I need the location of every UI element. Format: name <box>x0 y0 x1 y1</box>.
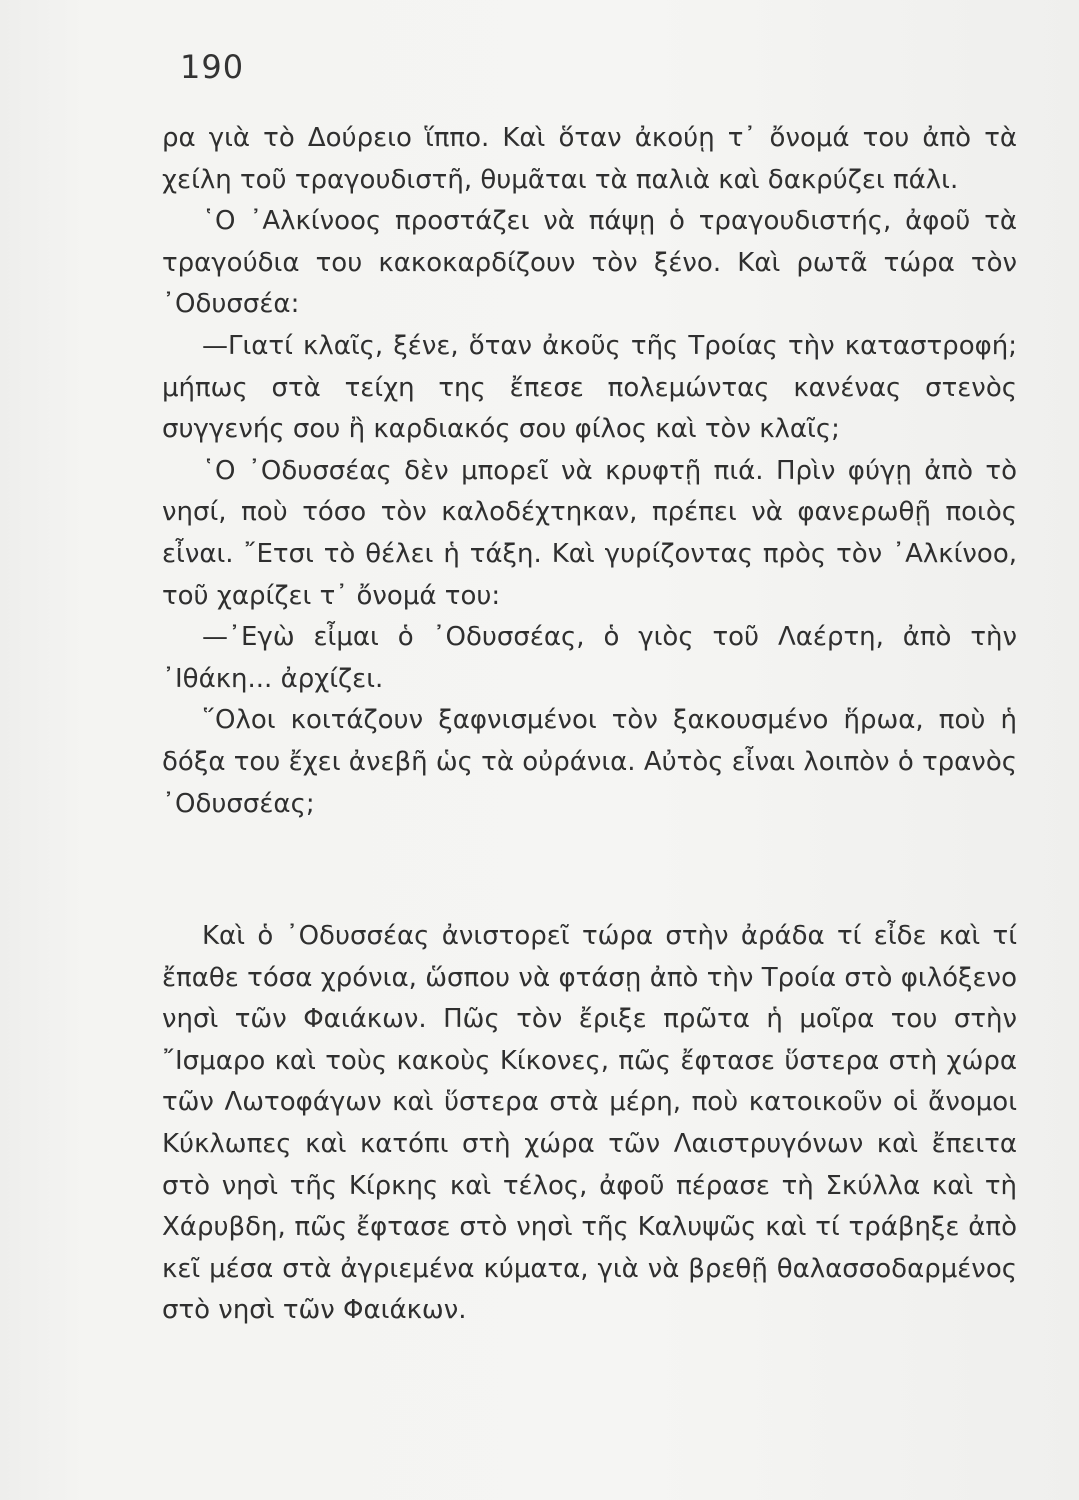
paragraph: —᾽Εγὼ εἶμαι ὁ ᾽Οδυσσέας, ὁ γιὸς τοῦ Λαέρτη, ἀπὸ τὴν ᾽Ιθάκη... ἀρχίζει. <box>162 622 1017 694</box>
paragraph: ῾Ο ᾽Οδυσσέας δὲν μπορεῖ νὰ κρυφτῇ πιά. Πρὶν φύγῃ ἀπὸ τὸ νησί, ποὺ τόσο τὸν καλοδέχτηκαν, πρέπει νὰ φανερωθῇ ποιὸς εἶναι. ῎Ετσι τὸ θέλει ἡ τάξη. Καὶ γυρίζοντας πρὸς τὸν ᾽Αλκίνοο, τοῦ χαρίζει τ᾽ ὄνομά του: <box>162 455 1017 611</box>
paragraph: ρα γιὰ τὸ Δούρειο ἵππο. Καὶ ὅταν ἀκούῃ τ᾽ ὄνομά του ἀπὸ τὰ χείλη τοῦ τραγουδιστῆ, θυμᾶται τὰ παλιὰ καὶ δακρύζει πάλι. <box>162 123 1017 195</box>
text-section-one <box>162 118 1017 825</box>
page-number: 190 <box>180 48 245 86</box>
paragraph: ῞Ολοι κοιτάζουν ξαφνισμένοι τὸν ξακουσμένο ἥρωα, ποὺ ἡ δόξα του ἔχει ἀνεβῆ ὡς τὰ οὐράνια. Αὐτὸς εἶναι λοιπὸν ὁ τρανὸς ᾽Οδυσσέας; <box>162 705 1017 819</box>
text-section-two <box>162 916 1017 1332</box>
paragraph: Καὶ ὁ ᾽Οδυσσέας ἀνιστορεῖ τώρα στὴν ἀράδα τί εἶδε καὶ τί ἔπαθε τόσα χρόνια, ὥσπου νὰ φτάσῃ ἀπὸ τὴν Τροία στὸ φιλόξενο νησὶ τῶν Φαιάκων. Πῶς τὸν ἔριξε πρῶτα ἡ μοῖρα του στὴν ῎Ισμαρο καὶ τοὺς κακοὺς Κίκονες, πῶς ἔφτασε ὕστερα στὴ χώρα τῶν Λωτοφάγων καὶ ὕστερα στὰ μέρη, ποὺ κατοικοῦν οἱ ἄνομοι Κύκλωπες καὶ κατόπι στὴ χώρα τῶν Λαιστρυγόνων καὶ ἔπειτα στὸ νησὶ τῆς Κίρκης καὶ τέλος, ἀφοῦ πέρασε τὴ Σκύλλα καὶ τὴ Χάρυβδη, πῶς ἔφτασε στὸ νησὶ τῆς Καλυψῶς καὶ τί τράβηξε ἀπὸ κεῖ μέσα στὰ ἀγριεμένα κύματα, γιὰ νὰ βρεθῇ θαλασσοδαρμένος στὸ νησὶ τῶν Φαιάκων. <box>162 921 1017 1326</box>
paragraph: —Γιατί κλαῖς, ξένε, ὅταν ἀκοῦς τῆς Τροίας τὴν καταστροφή; μήπως στὰ τείχη της ἔπεσε πολεμώντας κανένας στενὸς συγγενής σου ἢ καρδιακός σου φίλος καὶ τὸν κλαῖς; <box>162 330 1017 445</box>
paragraph: ῾Ο ᾽Αλκίνοος προστάζει νὰ πάψῃ ὁ τραγουδιστής, ἀφοῦ τὰ τραγούδια του κακοκαρδίζουν τὸν ξένο. Καὶ ρωτᾶ τώρα τὸν ᾽Οδυσσέα: <box>162 206 1017 320</box>
